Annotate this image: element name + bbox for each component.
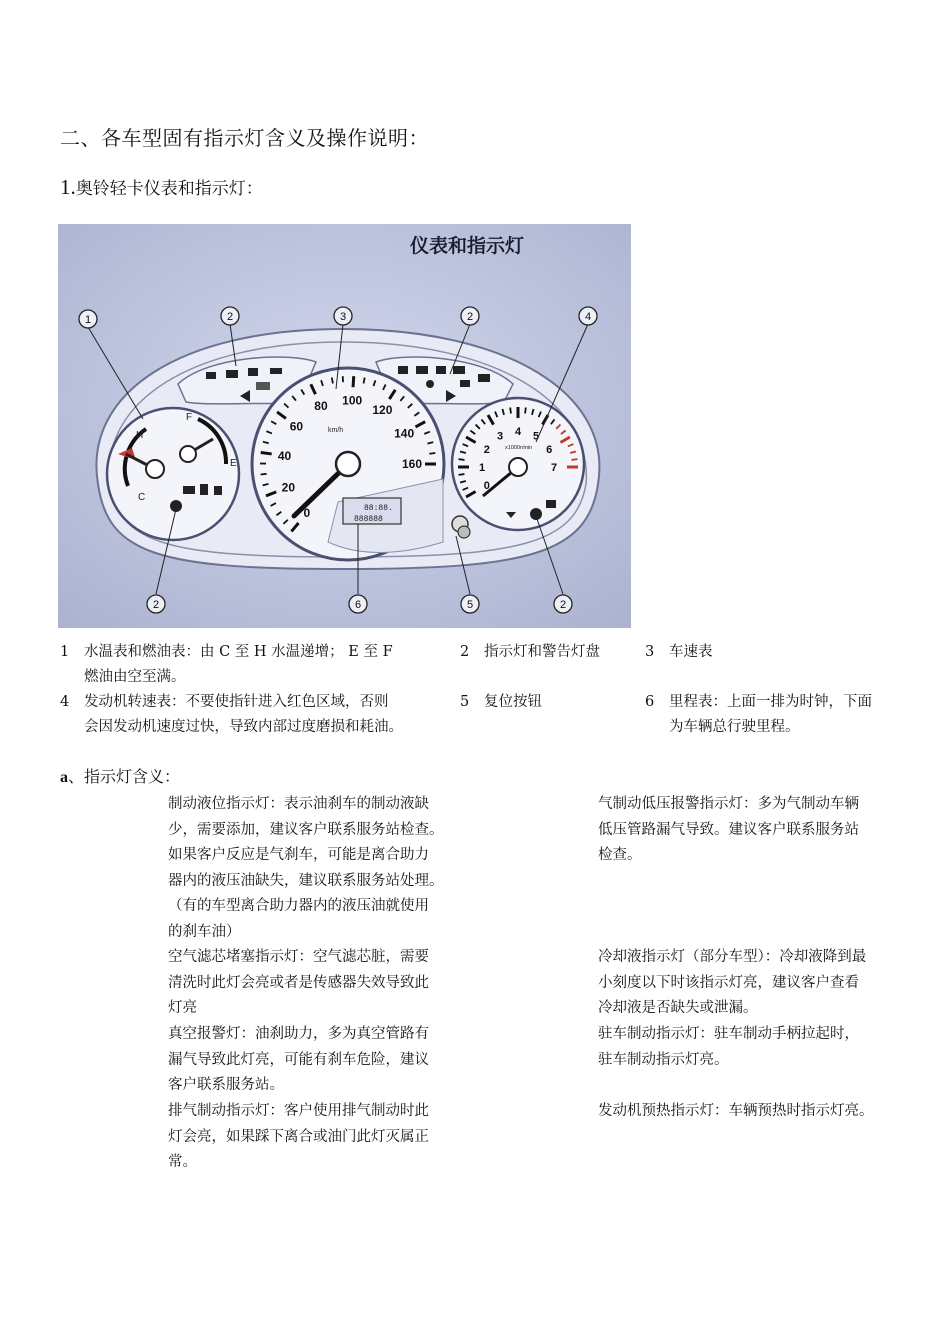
legend-text: 复位按钮 [484,694,542,710]
legend-text: 指示灯和警告灯盘 [484,644,600,660]
desc-line: 器内的液压油缺失，建议联系服务站处理。 [168,872,444,889]
desc-line: 的刹车油） [168,923,241,940]
indicator-section-heading [60,764,180,787]
legend-item-1 [60,640,450,690]
indicator-vacuum-alarm [168,1022,478,1099]
callout-number: 1 [84,314,92,326]
odometer-total: 888888 [354,515,383,524]
speed-tick-label: 40 [277,448,292,463]
legend-number: 3 [645,644,655,660]
speed-tick-label: 0 [303,506,311,521]
desc-line: 少，需要添加，建议客户联系服务站检查。 [168,821,444,838]
legend-number: 2 [460,644,470,660]
callout-number: 3 [339,311,347,323]
desc-line: 清洗时此灯会亮或者是传感器失效导致此 [168,974,429,991]
legend-text-line2: 为车辆总行驶里程。 [669,719,800,735]
desc-line: 发动机预热指示灯：车辆预热时指示灯亮。 [598,1103,874,1119]
subheading [60,174,263,200]
legend-number: 1 [60,644,70,660]
indicator-air-filter [168,945,478,1022]
callout-number: 6 [354,599,362,611]
fuel-empty-label: E [230,458,237,469]
speed-unit: km/h [328,427,344,434]
instrument-cluster-photo [58,224,631,628]
desc-line: 真空报警灯：油刹助力，多为真空管路有 [168,1026,429,1042]
callout-number: 2 [466,311,474,323]
subheading-number: 1. [60,175,76,199]
rpm-tick-label: 5 [532,430,540,443]
callout-number: 2 [226,311,234,323]
callout-number: 2 [559,599,567,611]
rpm-tick-label: 7 [550,461,558,474]
rpm-tick-label: 1 [478,461,486,474]
desc-line: 检查。 [598,847,642,864]
callout-number: 4 [584,311,592,323]
temp-cold-label: C [138,492,146,503]
legend-number: 5 [460,694,470,710]
rpm-tick-label: 4 [514,425,522,438]
photo-title: 仪表和指示灯 [410,236,525,257]
legend-item-4 [60,690,450,740]
desc-line: 灯亮 [168,1000,197,1017]
desc-line: （有的车型离合助力器内的液压油就使用 [168,898,429,915]
speed-tick-label: 140 [394,426,415,441]
subheading-text: 奥铃轻卡仪表和指示灯： [75,179,263,199]
legend-number: 4 [60,694,70,710]
desc-line: 冷却液是否缺失或泄漏。 [598,1000,758,1017]
speed-tick-label: 160 [401,457,423,472]
desc-line: 低压管路漏气导致。建议客户联系服务站 [598,821,859,838]
legend-item-2 [460,640,635,665]
legend-text-line2: 会因发动机速度过快，导致内部过度磨损和耗油。 [84,719,403,735]
callout-number: 5 [466,599,474,611]
legend-item-5 [460,690,635,715]
odometer-clock: 88:88. [364,504,393,513]
desc-line: 常。 [168,1154,197,1171]
callout-number: 2 [152,599,160,611]
indicator-exhaust-brake [168,1099,478,1176]
legend-item-6 [645,690,910,740]
desc-line: 灯会亮，如果踩下离合或油门此灯灭属正 [168,1128,429,1145]
desc-line: 小刻度以下时该指示灯亮，建议客户查看 [598,974,859,991]
speed-tick-label: 120 [372,403,393,418]
speed-tick-label: 60 [289,419,304,434]
legend-text: 车速表 [669,644,713,660]
section-letter: a [60,769,68,786]
speed-tick-label: 80 [314,399,328,414]
indicator-parking-brake [598,1022,910,1073]
rpm-unit: x1000r/min [505,445,533,451]
indicator-brake-fluid [168,792,478,946]
section-heading: 二、各车型固有指示灯含义及操作说明： [60,126,429,150]
indicator-coolant [598,945,910,1022]
legend-text: 水温表和燃油表：由 C 至 H 水温递增； E 至 F [84,644,393,660]
legend-number: 6 [645,694,655,710]
indicator-air-brake-low-pressure [598,792,910,869]
section-label: 、指示灯含义： [68,767,181,786]
legend-text: 发动机转速表：不要使指针进入红色区域，否则 [84,694,389,710]
fuel-full-label: F [186,412,193,423]
desc-line: 冷却液指示灯（部分车型）：冷却液降到最 [598,949,867,965]
desc-line: 气制动低压报警指示灯：多为气制动车辆 [598,796,859,812]
rpm-tick-label: 6 [546,443,553,456]
desc-line: 空气滤芯堵塞指示灯：空气滤芯脏，需要 [168,949,429,965]
desc-line: 排气制动指示灯：客户使用排气制动时此 [168,1103,429,1119]
desc-line: 客户联系服务站。 [168,1077,284,1094]
speed-tick-label: 100 [342,393,363,408]
rpm-tick-label: 2 [483,443,490,456]
rpm-tick-label: 3 [496,430,504,443]
legend-text-line2: 燃油由空至满。 [84,669,186,685]
desc-line: 制动液位指示灯：表示油刹车的制动液缺 [168,796,429,812]
rpm-tick-label: 0 [483,479,490,492]
desc-line: 漏气导致此灯亮，可能有刹车危险，建议 [168,1051,429,1068]
indicator-engine-preheat [598,1099,918,1125]
desc-line: 如果客户反应是气刹车，可能是离合助力 [168,847,429,864]
speed-tick-label: 20 [281,480,296,495]
desc-line: 驻车制动指示灯亮。 [598,1051,729,1068]
legend-item-3 [645,640,905,665]
legend-text: 里程表：上面一排为时钟，下面 [669,694,872,710]
temp-hot-label: H [136,430,144,441]
desc-line: 驻车制动指示灯：驻车制动手柄拉起时， [598,1026,859,1042]
